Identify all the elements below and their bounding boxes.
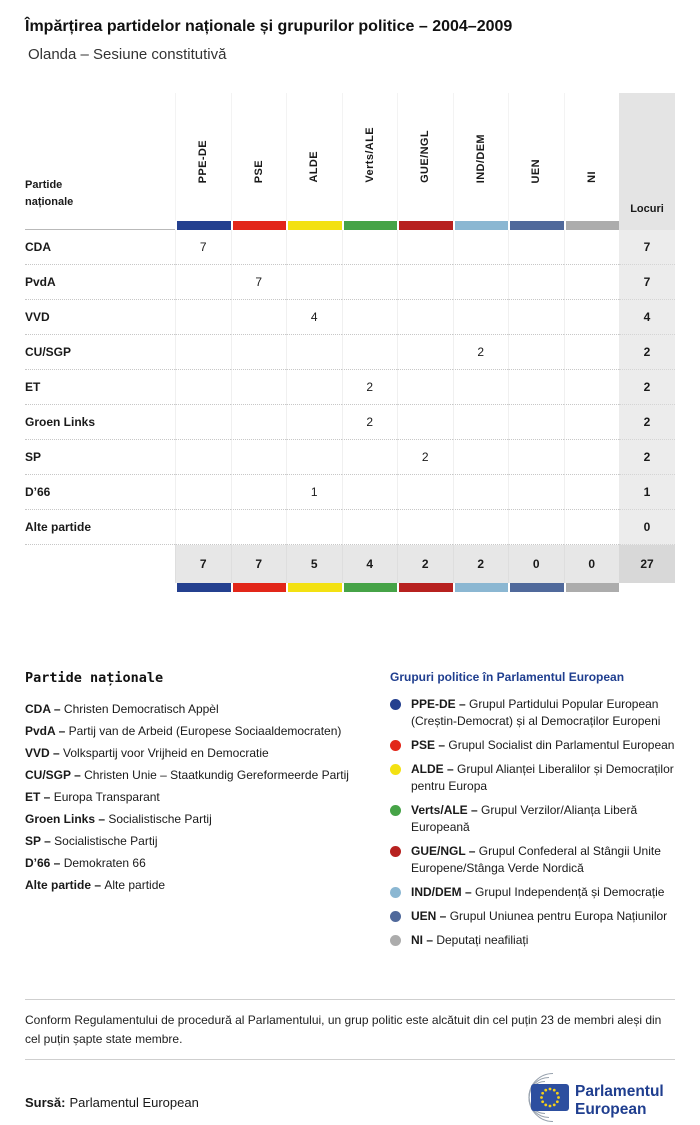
- value-cell: [342, 265, 398, 300]
- value-cell: [564, 370, 620, 405]
- group-color-bar: [508, 221, 564, 230]
- value-cell: 7: [175, 230, 231, 265]
- divider-top: [25, 999, 675, 1000]
- page-subtitle: Olanda – Sesiune constitutivă: [28, 46, 227, 63]
- seats-cell: 1: [619, 475, 675, 510]
- value-cell: [453, 230, 509, 265]
- value-cell: [508, 440, 564, 475]
- party-desc: Christen Democratisch Appèl: [63, 702, 219, 716]
- results-table: [25, 93, 675, 592]
- group-abbr: GUE/NGL –: [411, 844, 479, 859]
- value-cell: [175, 510, 231, 545]
- group-column-header: [342, 93, 398, 221]
- value-cell: 1: [286, 475, 342, 510]
- value-cell: [231, 335, 287, 370]
- party-abbr: Groen Links –: [25, 812, 109, 826]
- value-cell: [397, 265, 453, 300]
- group-column-label: PPE-DE: [197, 139, 210, 183]
- group-desc: Verts/ALE – Grupul Verzilor/Alianța Liberă Europeană: [411, 803, 638, 835]
- party-name-cell: CDA: [25, 230, 175, 265]
- group-color-bar: [231, 583, 287, 592]
- value-cell: [175, 475, 231, 510]
- group-color-bar: [453, 583, 509, 592]
- group-desc: PPE-DE – Grupul Partidului Popular European (Creștin-Democrat) și al Democraților Europeni: [411, 697, 661, 729]
- value-cell: [508, 405, 564, 440]
- seats-cell: 4: [619, 300, 675, 335]
- party-name-cell: VVD: [25, 300, 175, 335]
- page-title: Împărțirea partidelor naționale și grupurilor politice – 2004–2009: [25, 18, 513, 35]
- value-cell: [508, 265, 564, 300]
- totals-value-cell: 4: [342, 545, 398, 583]
- group-abbr: PPE-DE –: [411, 697, 470, 711]
- group-color-dot: [390, 911, 401, 922]
- group-color-bar: [231, 221, 287, 230]
- value-cell: [286, 405, 342, 440]
- source-label: Sursă:: [25, 1095, 66, 1111]
- party-legend-item: [25, 830, 375, 852]
- group-color-bar: [286, 221, 342, 230]
- value-cell: [508, 510, 564, 545]
- group-abbr: UEN –: [411, 909, 450, 924]
- value-cell: 2: [342, 370, 398, 405]
- source-row: [25, 1072, 675, 1122]
- legend-section: [25, 670, 675, 956]
- party-legend-item: [25, 852, 375, 874]
- value-cell: [453, 475, 509, 510]
- party-name-cell: Groen Links: [25, 405, 175, 440]
- value-cell: 7: [231, 265, 287, 300]
- party-abbr: PvdA –: [25, 724, 69, 738]
- value-cell: [564, 265, 620, 300]
- totals-value-cell: 7: [175, 545, 231, 583]
- european-parliament-logo: [505, 1072, 675, 1122]
- party-desc: Christen Unie – Staatkundig Gereformeerde Partij: [84, 768, 349, 782]
- group-column-header: [231, 93, 287, 221]
- group-legend-item: [390, 932, 675, 949]
- value-cell: [453, 440, 509, 475]
- group-column-header: [564, 93, 620, 221]
- value-cell: [397, 510, 453, 545]
- group-desc: IND/DEM – Grupul Independență și Democrație: [411, 885, 665, 900]
- value-cell: [508, 230, 564, 265]
- party-abbr: VVD –: [25, 746, 64, 760]
- party-desc: Volkspartij voor Vrijheid en Democratie: [63, 746, 269, 760]
- bottom-bar-seats: [619, 583, 675, 592]
- group-legend: [390, 670, 675, 956]
- value-cell: 2: [342, 405, 398, 440]
- group-color-bar: [453, 221, 509, 230]
- party-abbr: ET –: [25, 790, 54, 804]
- value-cell: 4: [286, 300, 342, 335]
- value-cell: [453, 370, 509, 405]
- group-legend-list: [390, 696, 675, 949]
- group-color-dot: [390, 699, 401, 710]
- group-legend-item: [390, 908, 675, 925]
- group-color-bar: [397, 221, 453, 230]
- totals-spacer: [25, 545, 175, 583]
- value-cell: 2: [397, 440, 453, 475]
- seats-header-bar: [619, 221, 675, 230]
- footer: [25, 999, 675, 1122]
- footnote: Conform Regulamentului de procedură al Parlamentului, un grup politic este alcătuit din cel puțin 23 de membri aleși din cel puțin șapte state membre.: [25, 1013, 662, 1046]
- group-desc: UEN – Grupul Uniunea pentru Europa Națiunilor: [411, 909, 668, 924]
- group-column-label: Verts/ALE: [363, 127, 376, 183]
- totals-value-cell: 0: [508, 545, 564, 583]
- totals-value-cell: 0: [564, 545, 620, 583]
- group-color-bar: [342, 221, 398, 230]
- group-color-dot: [390, 846, 401, 857]
- source-line: [25, 1095, 199, 1122]
- value-cell: [397, 230, 453, 265]
- group-legend-item: [390, 737, 675, 754]
- group-column-label: ALDE: [308, 151, 321, 183]
- value-cell: [564, 405, 620, 440]
- value-cell: [564, 300, 620, 335]
- party-name-cell: D’66: [25, 475, 175, 510]
- party-legend-heading: Partide naționale: [25, 670, 164, 686]
- group-column-label: UEN: [530, 158, 543, 183]
- value-cell: [397, 370, 453, 405]
- group-color-bar: [175, 221, 231, 230]
- group-legend-heading: Grupuri politice în Parlamentul European: [390, 670, 625, 684]
- group-abbr: ALDE –: [411, 762, 458, 777]
- party-legend-item: [25, 742, 375, 764]
- value-cell: [564, 440, 620, 475]
- value-cell: [342, 230, 398, 265]
- value-cell: [286, 510, 342, 545]
- seats-header-label: Locuri: [619, 93, 675, 221]
- value-cell: [508, 475, 564, 510]
- party-desc: Europa Transparant: [53, 790, 160, 804]
- party-legend-item: [25, 698, 375, 720]
- value-cell: [342, 335, 398, 370]
- value-cell: [453, 510, 509, 545]
- group-color-bar: [175, 583, 231, 592]
- value-cell: [231, 370, 287, 405]
- value-cell: [508, 335, 564, 370]
- group-column-label: NI: [585, 171, 598, 183]
- party-desc: Partij van de Arbeid (Europese Sociaaldemocraten): [68, 724, 342, 738]
- group-legend-item: [390, 802, 675, 836]
- party-legend-item: [25, 808, 375, 830]
- group-color-bar: [342, 583, 398, 592]
- group-color-dot: [390, 805, 401, 816]
- party-desc: Socialistische Partij: [108, 812, 212, 826]
- group-column-header: [453, 93, 509, 221]
- group-column-header: [286, 93, 342, 221]
- group-legend-item: [390, 843, 675, 877]
- value-cell: [564, 335, 620, 370]
- totals-value-cell: 5: [286, 545, 342, 583]
- value-cell: [286, 230, 342, 265]
- value-cell: [342, 440, 398, 475]
- group-abbr: NI –: [411, 933, 437, 948]
- group-color-dot: [390, 887, 401, 898]
- party-legend-item: [25, 720, 375, 742]
- group-legend-item: [390, 696, 675, 730]
- group-abbr: Verts/ALE –: [411, 803, 482, 818]
- group-column-label: GUE/NGL: [419, 130, 432, 183]
- value-cell: [286, 335, 342, 370]
- totals-value-cell: 7: [231, 545, 287, 583]
- group-color-dot: [390, 935, 401, 946]
- value-cell: [397, 405, 453, 440]
- value-cell: [231, 230, 287, 265]
- group-color-bar: [397, 583, 453, 592]
- value-cell: [564, 510, 620, 545]
- seats-cell: 2: [619, 370, 675, 405]
- value-cell: [453, 405, 509, 440]
- source-value: Parlamentul European: [69, 1095, 199, 1111]
- group-abbr: PSE –: [411, 738, 449, 753]
- group-abbr: IND/DEM –: [411, 885, 476, 900]
- group-legend-item: [390, 884, 675, 901]
- party-desc: Alte partide: [104, 878, 166, 892]
- bottom-bar-spacer: [25, 583, 175, 592]
- row-header-underline: [25, 221, 175, 230]
- value-cell: [342, 510, 398, 545]
- group-desc: ALDE – Grupul Alianței Liberalilor și Democraților pentru Europa: [411, 762, 674, 794]
- value-cell: [175, 370, 231, 405]
- party-legend-item: [25, 874, 375, 896]
- group-color-bar: [286, 583, 342, 592]
- seats-cell: 0: [619, 510, 675, 545]
- seats-cell: 7: [619, 230, 675, 265]
- logo-text-line2: European: [575, 1101, 647, 1119]
- value-cell: [175, 265, 231, 300]
- party-legend-item: [25, 764, 375, 786]
- party-desc: Demokraten 66: [63, 856, 146, 870]
- party-legend: [25, 670, 375, 956]
- value-cell: [397, 335, 453, 370]
- group-column-label: PSE: [252, 159, 265, 183]
- group-column-label: IND/DEM: [474, 133, 487, 183]
- group-column-header: [397, 93, 453, 221]
- value-cell: [175, 300, 231, 335]
- party-abbr: SP –: [25, 834, 55, 848]
- total-seats-cell: 27: [619, 545, 675, 583]
- group-column-header: [175, 93, 231, 221]
- party-desc: Socialistische Partij: [54, 834, 158, 848]
- value-cell: [508, 300, 564, 335]
- group-desc: NI – Deputați neafiliați: [411, 933, 529, 948]
- seats-cell: 7: [619, 265, 675, 300]
- party-legend-item: [25, 786, 375, 808]
- value-cell: [175, 335, 231, 370]
- value-cell: [231, 440, 287, 475]
- party-name-cell: PvdA: [25, 265, 175, 300]
- group-color-dot: [390, 764, 401, 775]
- group-color-dot: [390, 740, 401, 751]
- value-cell: [564, 475, 620, 510]
- party-name-cell: CU/SGP: [25, 335, 175, 370]
- value-cell: [286, 440, 342, 475]
- row-header-label: Partide naționale: [25, 178, 74, 208]
- group-color-bar: [564, 221, 620, 230]
- party-name-cell: SP: [25, 440, 175, 475]
- party-legend-list: [25, 698, 375, 896]
- value-cell: [286, 370, 342, 405]
- totals-value-cell: 2: [453, 545, 509, 583]
- party-name-cell: Alte partide: [25, 510, 175, 545]
- party-abbr: Alte partide –: [25, 878, 105, 892]
- value-cell: [397, 300, 453, 335]
- group-color-bar: [564, 583, 620, 592]
- value-cell: [342, 475, 398, 510]
- value-cell: [453, 265, 509, 300]
- value-cell: [453, 300, 509, 335]
- seats-cell: 2: [619, 335, 675, 370]
- value-cell: [231, 300, 287, 335]
- divider-bottom: [25, 1059, 675, 1060]
- value-cell: [286, 265, 342, 300]
- value-cell: [508, 370, 564, 405]
- value-cell: [397, 475, 453, 510]
- logo-text-line1: Parlamentul: [575, 1083, 664, 1101]
- value-cell: [564, 230, 620, 265]
- party-abbr: CU/SGP –: [25, 768, 85, 782]
- group-desc: PSE – Grupul Socialist din Parlamentul European: [411, 738, 675, 753]
- value-cell: [231, 475, 287, 510]
- seats-cell: 2: [619, 440, 675, 475]
- group-legend-item: [390, 761, 675, 795]
- party-name-cell: ET: [25, 370, 175, 405]
- seats-cell: 2: [619, 405, 675, 440]
- value-cell: [231, 405, 287, 440]
- group-desc: GUE/NGL – Grupul Confederal al Stângii Unite Europene/Stânga Verde Nordică: [411, 844, 661, 876]
- party-abbr: D’66 –: [25, 856, 64, 870]
- group-column-header: [508, 93, 564, 221]
- group-color-bar: [508, 583, 564, 592]
- value-cell: [175, 440, 231, 475]
- value-cell: [231, 510, 287, 545]
- party-abbr: CDA –: [25, 702, 64, 716]
- totals-value-cell: 2: [397, 545, 453, 583]
- value-cell: 2: [453, 335, 509, 370]
- value-cell: [342, 300, 398, 335]
- value-cell: [175, 405, 231, 440]
